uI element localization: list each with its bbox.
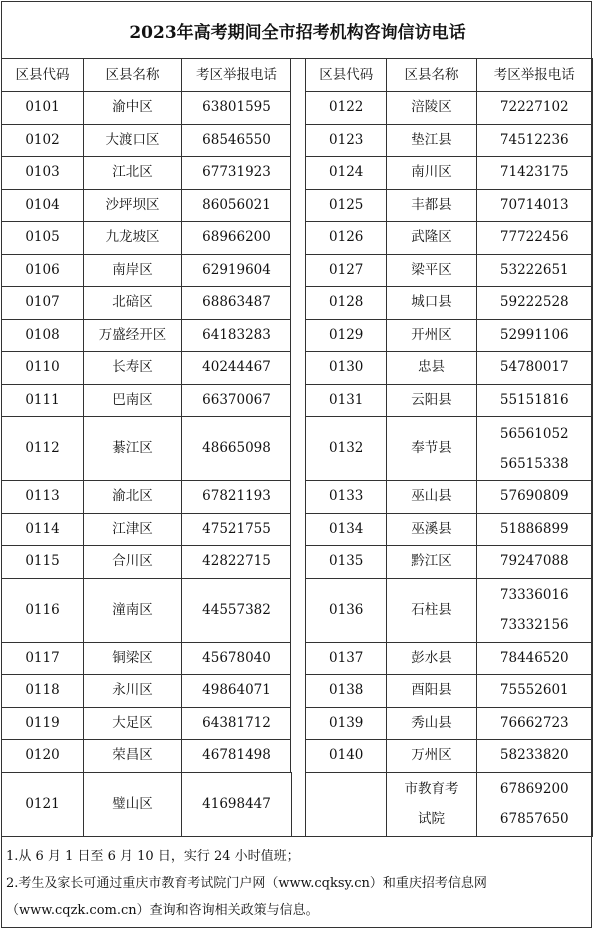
table-row	[2, 319, 292, 352]
district-name: 长寿区	[84, 352, 182, 385]
header-phone: 考区举报电话	[182, 59, 292, 92]
phone-number: 68546550	[202, 131, 271, 148]
district-code: 0108	[2, 319, 84, 352]
phone-number: 42822715	[202, 553, 271, 570]
district-phone	[182, 352, 292, 385]
district-phone	[182, 92, 292, 125]
district-code: 0131	[306, 384, 387, 417]
phone-number: 46781498	[202, 747, 271, 764]
district-name: 沙坪坝区	[84, 189, 182, 222]
table-row	[306, 352, 593, 385]
table-row	[2, 417, 292, 481]
note-3: （www.cqzk.com.cn）查询和咨询相关政策与信息。	[6, 903, 319, 918]
district-name: 江津区	[84, 513, 182, 546]
table-row	[306, 287, 593, 320]
table-row	[2, 740, 292, 773]
district-name: 潼南区	[84, 578, 182, 642]
phone-number: 45678040	[202, 649, 271, 666]
district-phone	[182, 772, 292, 836]
district-name: 武隆区	[387, 222, 476, 255]
district-phone	[182, 157, 292, 190]
table-row	[306, 481, 593, 514]
table-row	[306, 92, 593, 125]
table-row	[2, 546, 292, 579]
district-name: 垫江县	[387, 124, 476, 157]
district-name: 云阳县	[387, 384, 476, 417]
district-phone	[476, 417, 592, 481]
district-code: 0112	[2, 417, 84, 481]
district-phone	[182, 546, 292, 579]
district-phone	[476, 157, 592, 190]
notes	[2, 836, 593, 924]
table-row	[306, 546, 593, 579]
district-code: 0137	[306, 642, 387, 675]
district-name: 大足区	[84, 707, 182, 740]
table-row	[306, 384, 593, 417]
district-phone	[182, 124, 292, 157]
district-code: 0124	[306, 157, 387, 190]
district-code: 0120	[2, 740, 84, 773]
district-code: 0136	[306, 578, 387, 642]
district-phone	[476, 92, 592, 125]
district-name-line: 试院	[417, 811, 445, 827]
table-row	[306, 157, 593, 190]
table-row	[2, 772, 292, 836]
district-name: 江北区	[84, 157, 182, 190]
table-row	[306, 642, 593, 675]
district-phone	[476, 481, 592, 514]
table-row	[2, 642, 292, 675]
district-name: 合川区	[84, 546, 182, 579]
district-code: 0121	[2, 772, 84, 836]
phone-number: 86056021	[202, 196, 271, 213]
district-code: 0101	[2, 92, 84, 125]
note-2: 2.考生及家长可通过重庆市教育考试院门户网（www.cqksy.cn）和重庆招考信息网	[6, 876, 487, 891]
phone-number: 78446520	[499, 649, 569, 666]
phone-number: 73332156	[499, 617, 569, 633]
district-code: 0103	[2, 157, 84, 190]
district-name: 铜梁区	[84, 642, 182, 675]
district-name: 渝北区	[84, 481, 182, 514]
phone-number: 66370067	[202, 391, 271, 408]
district-name: 酉阳县	[387, 675, 476, 708]
district-name: 梁平区	[387, 254, 476, 287]
district-code: 0110	[2, 352, 84, 385]
district-code: 0118	[2, 675, 84, 708]
table-row	[2, 384, 292, 417]
district-code: 0133	[306, 481, 387, 514]
phone-number: 67821193	[202, 488, 271, 505]
district-code: 0119	[2, 707, 84, 740]
table-row	[306, 513, 593, 546]
district-phone	[182, 222, 292, 255]
left-header-row	[2, 59, 292, 92]
district-phone	[182, 740, 292, 773]
table-row	[306, 254, 593, 287]
district-phone	[182, 578, 292, 642]
district-phone	[182, 189, 292, 222]
district-code: 0139	[306, 707, 387, 740]
district-name: 渝中区	[84, 92, 182, 125]
note-1: 1.从 6 月 1 日至 6 月 10 日，实行 24 小时值班；	[6, 849, 300, 864]
district-phone	[476, 287, 592, 320]
district-code: 0102	[2, 124, 84, 157]
phone-number: 67731923	[202, 164, 271, 181]
district-code: 0111	[2, 384, 84, 417]
district-name: 巫溪县	[387, 513, 476, 546]
table-row	[306, 189, 593, 222]
phone-number: 77722456	[499, 229, 569, 246]
district-name: 涪陵区	[387, 92, 476, 125]
district-phone	[182, 707, 292, 740]
phone-number: 62919604	[202, 261, 271, 278]
district-code: 0105	[2, 222, 84, 255]
phone-number: 75552601	[499, 682, 569, 699]
phone-number: 71423175	[499, 164, 569, 181]
phone-number: 49864071	[202, 682, 271, 699]
table-row	[2, 254, 292, 287]
district-name: 黔江区	[387, 546, 476, 579]
header-phone: 考区举报电话	[476, 59, 592, 92]
header-code: 区县代码	[306, 59, 387, 92]
table-row	[2, 189, 292, 222]
table-row	[2, 352, 292, 385]
phone-number: 72227102	[499, 99, 569, 116]
district-phone	[182, 254, 292, 287]
district-phone	[476, 254, 592, 287]
table-row	[306, 740, 593, 773]
district-phone	[476, 707, 592, 740]
district-name: 万盛经开区	[84, 319, 182, 352]
district-code: 0107	[2, 287, 84, 320]
district-code: 0126	[306, 222, 387, 255]
district-code: 0106	[2, 254, 84, 287]
phone-number: 44557382	[202, 601, 271, 618]
phone-number: 73336016	[499, 587, 569, 603]
district-code: 0129	[306, 319, 387, 352]
table-row	[306, 417, 593, 481]
district-code: 0134	[306, 513, 387, 546]
district-code	[306, 772, 387, 836]
phone-number: 76662723	[499, 714, 569, 731]
district-phone	[476, 384, 592, 417]
district-name: 南岸区	[84, 254, 182, 287]
district-code: 0123	[306, 124, 387, 157]
phone-number: 68863487	[202, 294, 271, 311]
table-row	[2, 287, 292, 320]
district-name: 丰都县	[387, 189, 476, 222]
district-code: 0104	[2, 189, 84, 222]
district-name: 万州区	[387, 740, 476, 773]
header-code: 区县代码	[2, 59, 84, 92]
table-row	[306, 772, 593, 836]
district-code: 0116	[2, 578, 84, 642]
district-phone	[476, 189, 592, 222]
district-name: 大渡口区	[84, 124, 182, 157]
header-name: 区县名称	[387, 59, 476, 92]
district-name	[387, 772, 476, 836]
district-code: 0140	[306, 740, 387, 773]
district-code: 0128	[306, 287, 387, 320]
table-row	[306, 319, 593, 352]
table-row	[2, 578, 292, 642]
table-row	[2, 92, 292, 125]
district-code: 0132	[306, 417, 387, 481]
district-phone	[182, 287, 292, 320]
district-phone	[182, 417, 292, 481]
district-code: 0117	[2, 642, 84, 675]
phone-number: 57690809	[499, 488, 569, 505]
district-phone	[182, 319, 292, 352]
phone-number: 68966200	[202, 229, 271, 246]
district-code: 0122	[306, 92, 387, 125]
district-phone	[476, 578, 592, 642]
phone-number: 74512236	[499, 131, 569, 148]
district-name: 璧山区	[84, 772, 182, 836]
table-row	[2, 707, 292, 740]
district-phone	[476, 513, 592, 546]
district-phone	[476, 772, 592, 836]
district-code: 0127	[306, 254, 387, 287]
district-phone	[476, 546, 592, 579]
district-name: 巴南区	[84, 384, 182, 417]
district-name: 石柱县	[387, 578, 476, 642]
table-row	[2, 222, 292, 255]
phone-number: 70714013	[499, 196, 569, 213]
phone-number: 56515338	[499, 455, 569, 472]
phone-number: 67869200	[499, 781, 569, 797]
district-code: 0114	[2, 513, 84, 546]
district-code: 0130	[306, 352, 387, 385]
phone-number: 48665098	[202, 440, 271, 457]
phone-number: 41698447	[202, 795, 271, 812]
district-phone	[182, 384, 292, 417]
table-row	[306, 222, 593, 255]
table-row	[306, 578, 593, 642]
phone-number: 53222651	[499, 261, 569, 278]
phone-number: 55151816	[499, 391, 569, 408]
left-table	[1, 58, 292, 837]
district-phone	[476, 124, 592, 157]
district-code: 0115	[2, 546, 84, 579]
table-row	[306, 124, 593, 157]
district-phone	[476, 319, 592, 352]
district-code: 0135	[306, 546, 387, 579]
table-row	[2, 675, 292, 708]
district-name: 北碚区	[84, 287, 182, 320]
table-row	[306, 675, 593, 708]
district-name: 荣昌区	[84, 740, 182, 773]
right-header-row	[306, 59, 593, 92]
district-phone	[476, 740, 592, 773]
district-name: 奉节县	[387, 417, 476, 481]
phone-number: 79247088	[499, 553, 569, 570]
district-name: 忠县	[387, 352, 476, 385]
phone-number: 40244467	[202, 359, 271, 376]
district-phone	[182, 513, 292, 546]
phone-number: 54780017	[499, 359, 569, 376]
district-code: 0125	[306, 189, 387, 222]
table-row	[2, 157, 292, 190]
phone-number: 67857650	[499, 811, 569, 827]
right-table	[305, 58, 593, 837]
phone-number: 52991106	[499, 326, 569, 343]
phone-number: 64183283	[202, 326, 271, 343]
district-phone	[476, 222, 592, 255]
district-name: 巫山县	[387, 481, 476, 514]
district-phone	[476, 675, 592, 708]
table-gap	[290, 59, 306, 772]
district-name-line: 市教育考	[404, 781, 459, 797]
document-frame	[1, 1, 592, 928]
phone-number: 58233820	[499, 747, 569, 764]
district-name: 彭水县	[387, 642, 476, 675]
district-name: 南川区	[387, 157, 476, 190]
district-name: 秀山县	[387, 707, 476, 740]
phone-number: 51886899	[499, 520, 569, 537]
district-phone	[182, 481, 292, 514]
header-name: 区县名称	[84, 59, 182, 92]
district-name: 永川区	[84, 675, 182, 708]
district-phone	[476, 352, 592, 385]
district-name: 綦江区	[84, 417, 182, 481]
phone-number: 47521755	[202, 520, 271, 537]
table-row	[2, 124, 292, 157]
phone-number: 64381712	[202, 714, 271, 731]
table-row	[2, 481, 292, 514]
page-title: 2023年高考期间全市招考机构咨询信访电话	[2, 2, 593, 59]
table-row	[2, 513, 292, 546]
district-phone	[182, 642, 292, 675]
district-code: 0138	[306, 675, 387, 708]
district-code: 0113	[2, 481, 84, 514]
table-row	[306, 707, 593, 740]
district-name: 城口县	[387, 287, 476, 320]
district-name: 九龙坡区	[84, 222, 182, 255]
district-name: 开州区	[387, 319, 476, 352]
district-phone	[182, 675, 292, 708]
phone-number: 59222528	[499, 294, 569, 311]
phone-number: 63801595	[202, 99, 271, 116]
district-phone	[476, 642, 592, 675]
phone-number: 56561052	[499, 425, 569, 442]
